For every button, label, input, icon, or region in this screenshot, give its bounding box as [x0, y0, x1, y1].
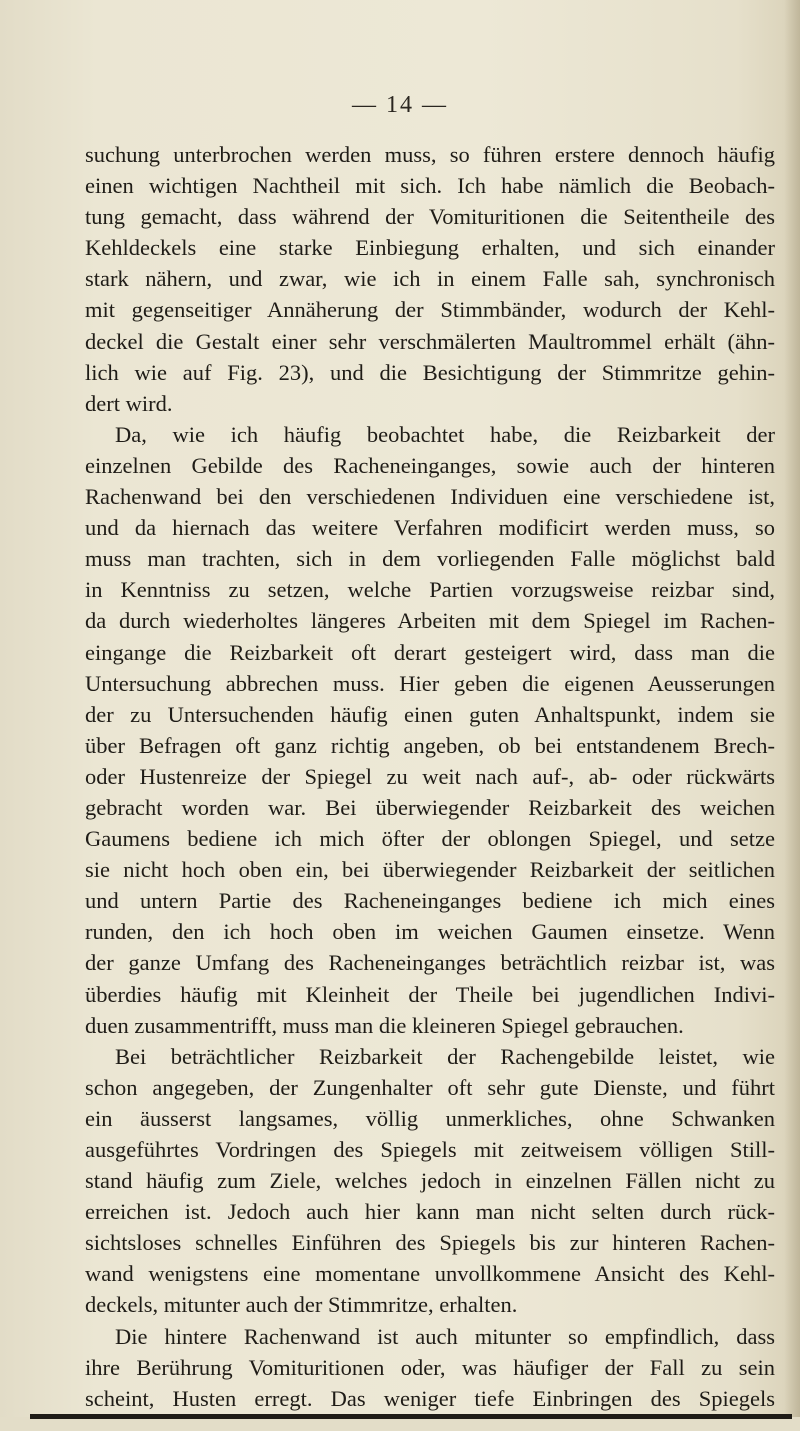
text-line: deckel die Gestalt einer sehr verschmälerten Maultrommel erhält (ähn- [85, 328, 775, 354]
text-line: erreichen ist. Jedoch auch hier kann man nicht selten durch rück- [85, 1199, 775, 1225]
text-line: und da hiernach das weitere Verfahren modificirt werden muss, so [85, 515, 775, 541]
page-edge-shadow [784, 0, 800, 1431]
text-line: oder Hustenreize der Spiegel zu weit nach auf-, ab- oder rückwärts [85, 763, 775, 789]
text-line: gebracht worden war. Bei überwiegender Reizbarkeit des weichen [85, 794, 775, 820]
text-line: einzelnen Gebilde des Racheneinganges, sowie auch der hinteren [85, 452, 775, 478]
text-line: Gaumens bediene ich mich öfter der oblongen Spiegel, und setze [85, 826, 775, 852]
text-line: schon angegeben, der Zungenhalter oft sehr gute Dienste, und führt [85, 1074, 775, 1100]
text-line: ein äusserst langsames, völlig unmerkliches, ohne Schwanken [85, 1105, 775, 1131]
text-line: wand wenigstens eine momentane unvollkommene Ansicht des Kehl- [85, 1261, 775, 1287]
text-line: lich wie auf Fig. 23), und die Besichtigung der Stimmritze gehin- [85, 359, 775, 385]
text-line: über Befragen oft ganz richtig angeben, ob bei entstandenem Brech- [85, 732, 775, 758]
text-line: stark nähern, und zwar, wie ich in einem Falle sah, synchronisch [85, 266, 775, 292]
text-line: Rachenwand bei den verschiedenen Individuen eine verschiedene ist, [85, 484, 775, 510]
page-number: — 14 — [352, 92, 448, 118]
text-line: ausgeführtes Vordringen des Spiegels mit zeitweisem völligen Still- [85, 1137, 775, 1162]
text-line: Untersuchung abbrechen muss. Hier geben die eigenen Aeusserungen [85, 670, 775, 696]
text-line: einen wichtigen Nachtheil mit sich. Ich habe nämlich die Beobach- [85, 173, 775, 199]
text-line: überdies häufig mit Kleinheit der Theile bei jugendlichen Indivi- [85, 981, 775, 1007]
text-line: in Kenntniss zu setzen, welche Partien vorzugsweise reizbar sind, [85, 577, 775, 603]
text-line: suchung unterbrochen werden muss, so führen erstere dennoch häufig [85, 142, 775, 167]
text-line: der ganze Umfang des Racheneinganges beträchtlich reizbar ist, was [85, 950, 775, 976]
body-text [85, 139, 775, 1414]
text-line: duen zusammentrifft, muss man die kleineren Spiegel gebrauchen. [85, 1012, 684, 1038]
text-line: Die hintere Rachenwand ist auch mitunter so empfindlich, dass [115, 1323, 775, 1349]
text-line: Kehldeckels eine starke Einbiegung erhalten, und sich einander [85, 235, 775, 261]
text-line: deckels, mitunter auch der Stimmritze, erhalten. [85, 1292, 518, 1318]
text-line: da durch wiederholtes längeres Arbeiten mit dem Spiegel im Rachen- [85, 608, 775, 634]
text-line: tung gemacht, dass während der Vomituritionen die Seitentheile des [85, 204, 775, 230]
text-line: sichtsloses schnelles Einführen des Spiegels bis zur hinteren Rachen- [85, 1230, 775, 1256]
text-line: mit gegenseitiger Annäherung der Stimmbänder, wodurch der Kehl- [85, 297, 775, 323]
text-line: Bei beträchtlicher Reizbarkeit der Rachengebilde leistet, wie [115, 1043, 775, 1069]
text-line: scheint, Husten erregt. Das weniger tiefe Einbringen des Spiegels [85, 1385, 775, 1411]
text-line: und untern Partie des Racheneinganges bediene ich mich eines [85, 888, 775, 914]
page-bottom-margin [0, 1417, 800, 1431]
page-bottom-edge [30, 1414, 792, 1419]
text-line: muss man trachten, sich in dem vorliegenden Falle möglichst bald [85, 546, 775, 572]
text-line: sie nicht hoch oben ein, bei überwiegender Reizbarkeit der seitlichen [85, 857, 775, 883]
text-line: eingange die Reizbarkeit oft derart gesteigert wird, dass man die [85, 639, 775, 665]
text-line: der zu Untersuchenden häufig einen guten Anhaltspunkt, indem sie [85, 701, 775, 727]
text-line: stand häufig zum Ziele, welches jedoch in einzelnen Fällen nicht zu [85, 1168, 775, 1194]
text-line: runden, den ich hoch oben im weichen Gaumen einsetze. Wenn [85, 919, 775, 945]
text-line: Da, wie ich häufig beobachtet habe, die Reizbarkeit der [115, 421, 775, 447]
text-line: ihre Berührung Vomituritionen oder, was häufiger der Fall zu sein [85, 1354, 775, 1380]
text-line: dert wird. [85, 390, 173, 416]
